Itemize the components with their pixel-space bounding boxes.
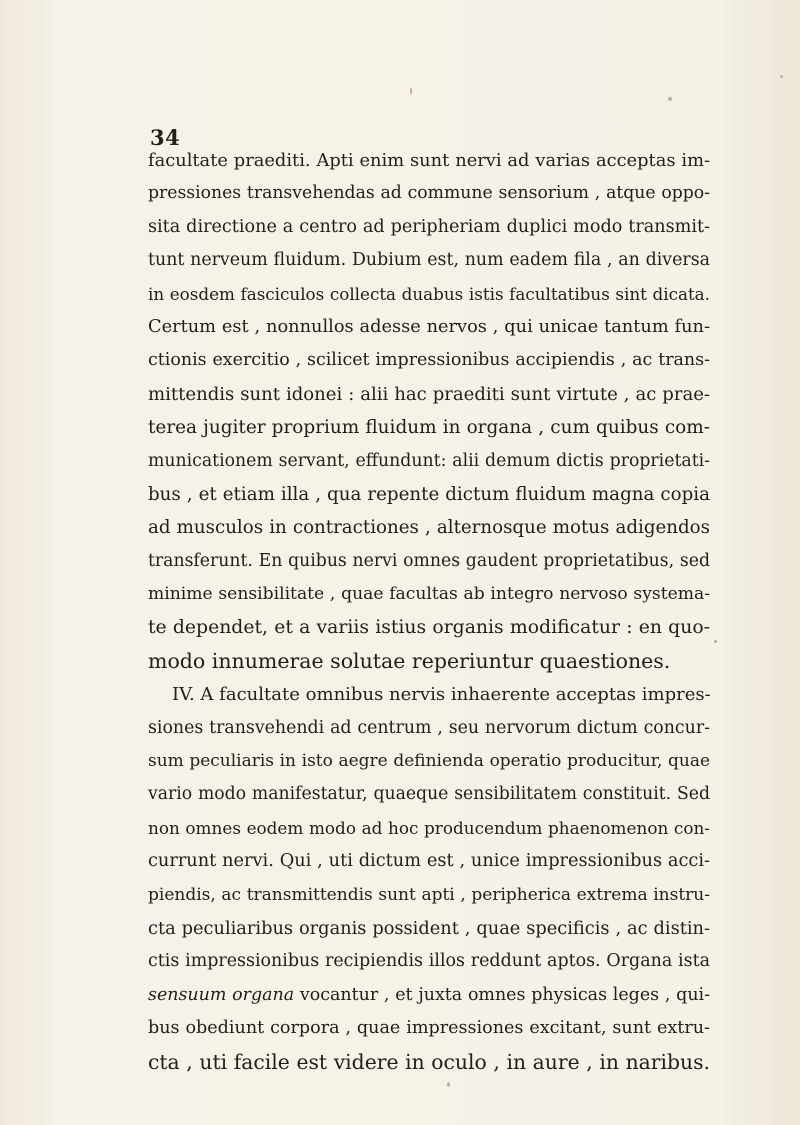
text-line: minime sensibilitate , quae facultas ab integro nervoso systema- (148, 584, 710, 605)
paper-speck (780, 75, 783, 78)
paper-speck (668, 97, 672, 101)
text-line: te dependet, et a variis istius organis modificatur : en quo- (148, 617, 710, 639)
text-line: pressiones transvehendas ad commune sensorium , atque oppo- (148, 183, 710, 204)
body-text (148, 144, 710, 1079)
text-line: tunt nerveum fluidum. Dubium est, num eadem fila , an diversa (148, 250, 710, 271)
text-line: cta peculiaribus organis possident , quae specificis , ac distin- (148, 917, 710, 939)
text-line: non omnes eodem modo ad hoc producendum phaenomenon con- (148, 817, 710, 838)
text-line: cta , uti facile est videre in oculo , in aure , in naribus. (148, 1049, 710, 1074)
text-line: municationem servant, effundunt: alii demum dictis proprietati- (148, 450, 710, 471)
text-line: sita directione a centro ad peripheriam duplici modo transmit- (148, 216, 710, 237)
text-segment: vocantur , et juxta omnes physicas leges , qui- (294, 984, 710, 1005)
text-line: currunt nervi. Qui , uti dictum est , unice impressionibus acci- (148, 851, 710, 872)
text-line: mittendis sunt idonei : alii hac praediti sunt virtute , ac prae- (148, 383, 710, 405)
italic-term: sensuum organa (148, 984, 295, 1005)
text-line: bus , et etiam illa , qua repente dictum fluidum magna copia (148, 483, 710, 505)
text-line: piendis, ac transmittendis sunt apti , peripherica extrema instru- (148, 884, 710, 905)
text-line: transferunt. En quibus nervi omnes gaudent proprietatibus, sed (148, 550, 710, 571)
paper-speck (410, 88, 412, 94)
text-line: ctionis exercitio , scilicet impressionibus accipiendis , ac trans- (148, 350, 710, 371)
text-line: Certum est , nonnullos adesse nervos , qui unicae tantum fun- (148, 316, 710, 337)
text-line (148, 979, 710, 1012)
text-line: ctis impressionibus recipiendis illos reddunt aptos. Organa ista (148, 951, 710, 972)
text-line: terea jugiter proprium fluidum in organa , cum quibus com- (148, 417, 710, 439)
text-line: vario modo manifestatur, quaeque sensibilitatem constituit. Sed (148, 784, 710, 805)
paper-speck (447, 1082, 450, 1087)
text-line: modo innumerae solutae reperiuntur quaestiones. (148, 648, 671, 673)
text-line: sum peculiaris in isto aegre definienda operatio producitur, quae (148, 751, 710, 772)
paper-speck (714, 640, 717, 643)
text-line: bus obediunt corpora , quae impressiones excitant, sunt extru- (148, 1018, 710, 1039)
text-line: in eosdem fasciculos collecta duabus istis facultatibus sint dicata. (148, 283, 710, 304)
text-line: facultate praediti. Apti enim sunt nervi ad varias acceptas im- (148, 150, 710, 171)
page-number: 34 (150, 125, 181, 150)
text-line: ad musculos in contractiones , alternosque motus adigendos (148, 517, 710, 539)
text-line: siones transvehendi ad centrum , seu nervorum dictum concur- (148, 717, 710, 738)
text-line: IV. A facultate omnibus nervis inhaerente acceptas impres- (172, 684, 711, 706)
